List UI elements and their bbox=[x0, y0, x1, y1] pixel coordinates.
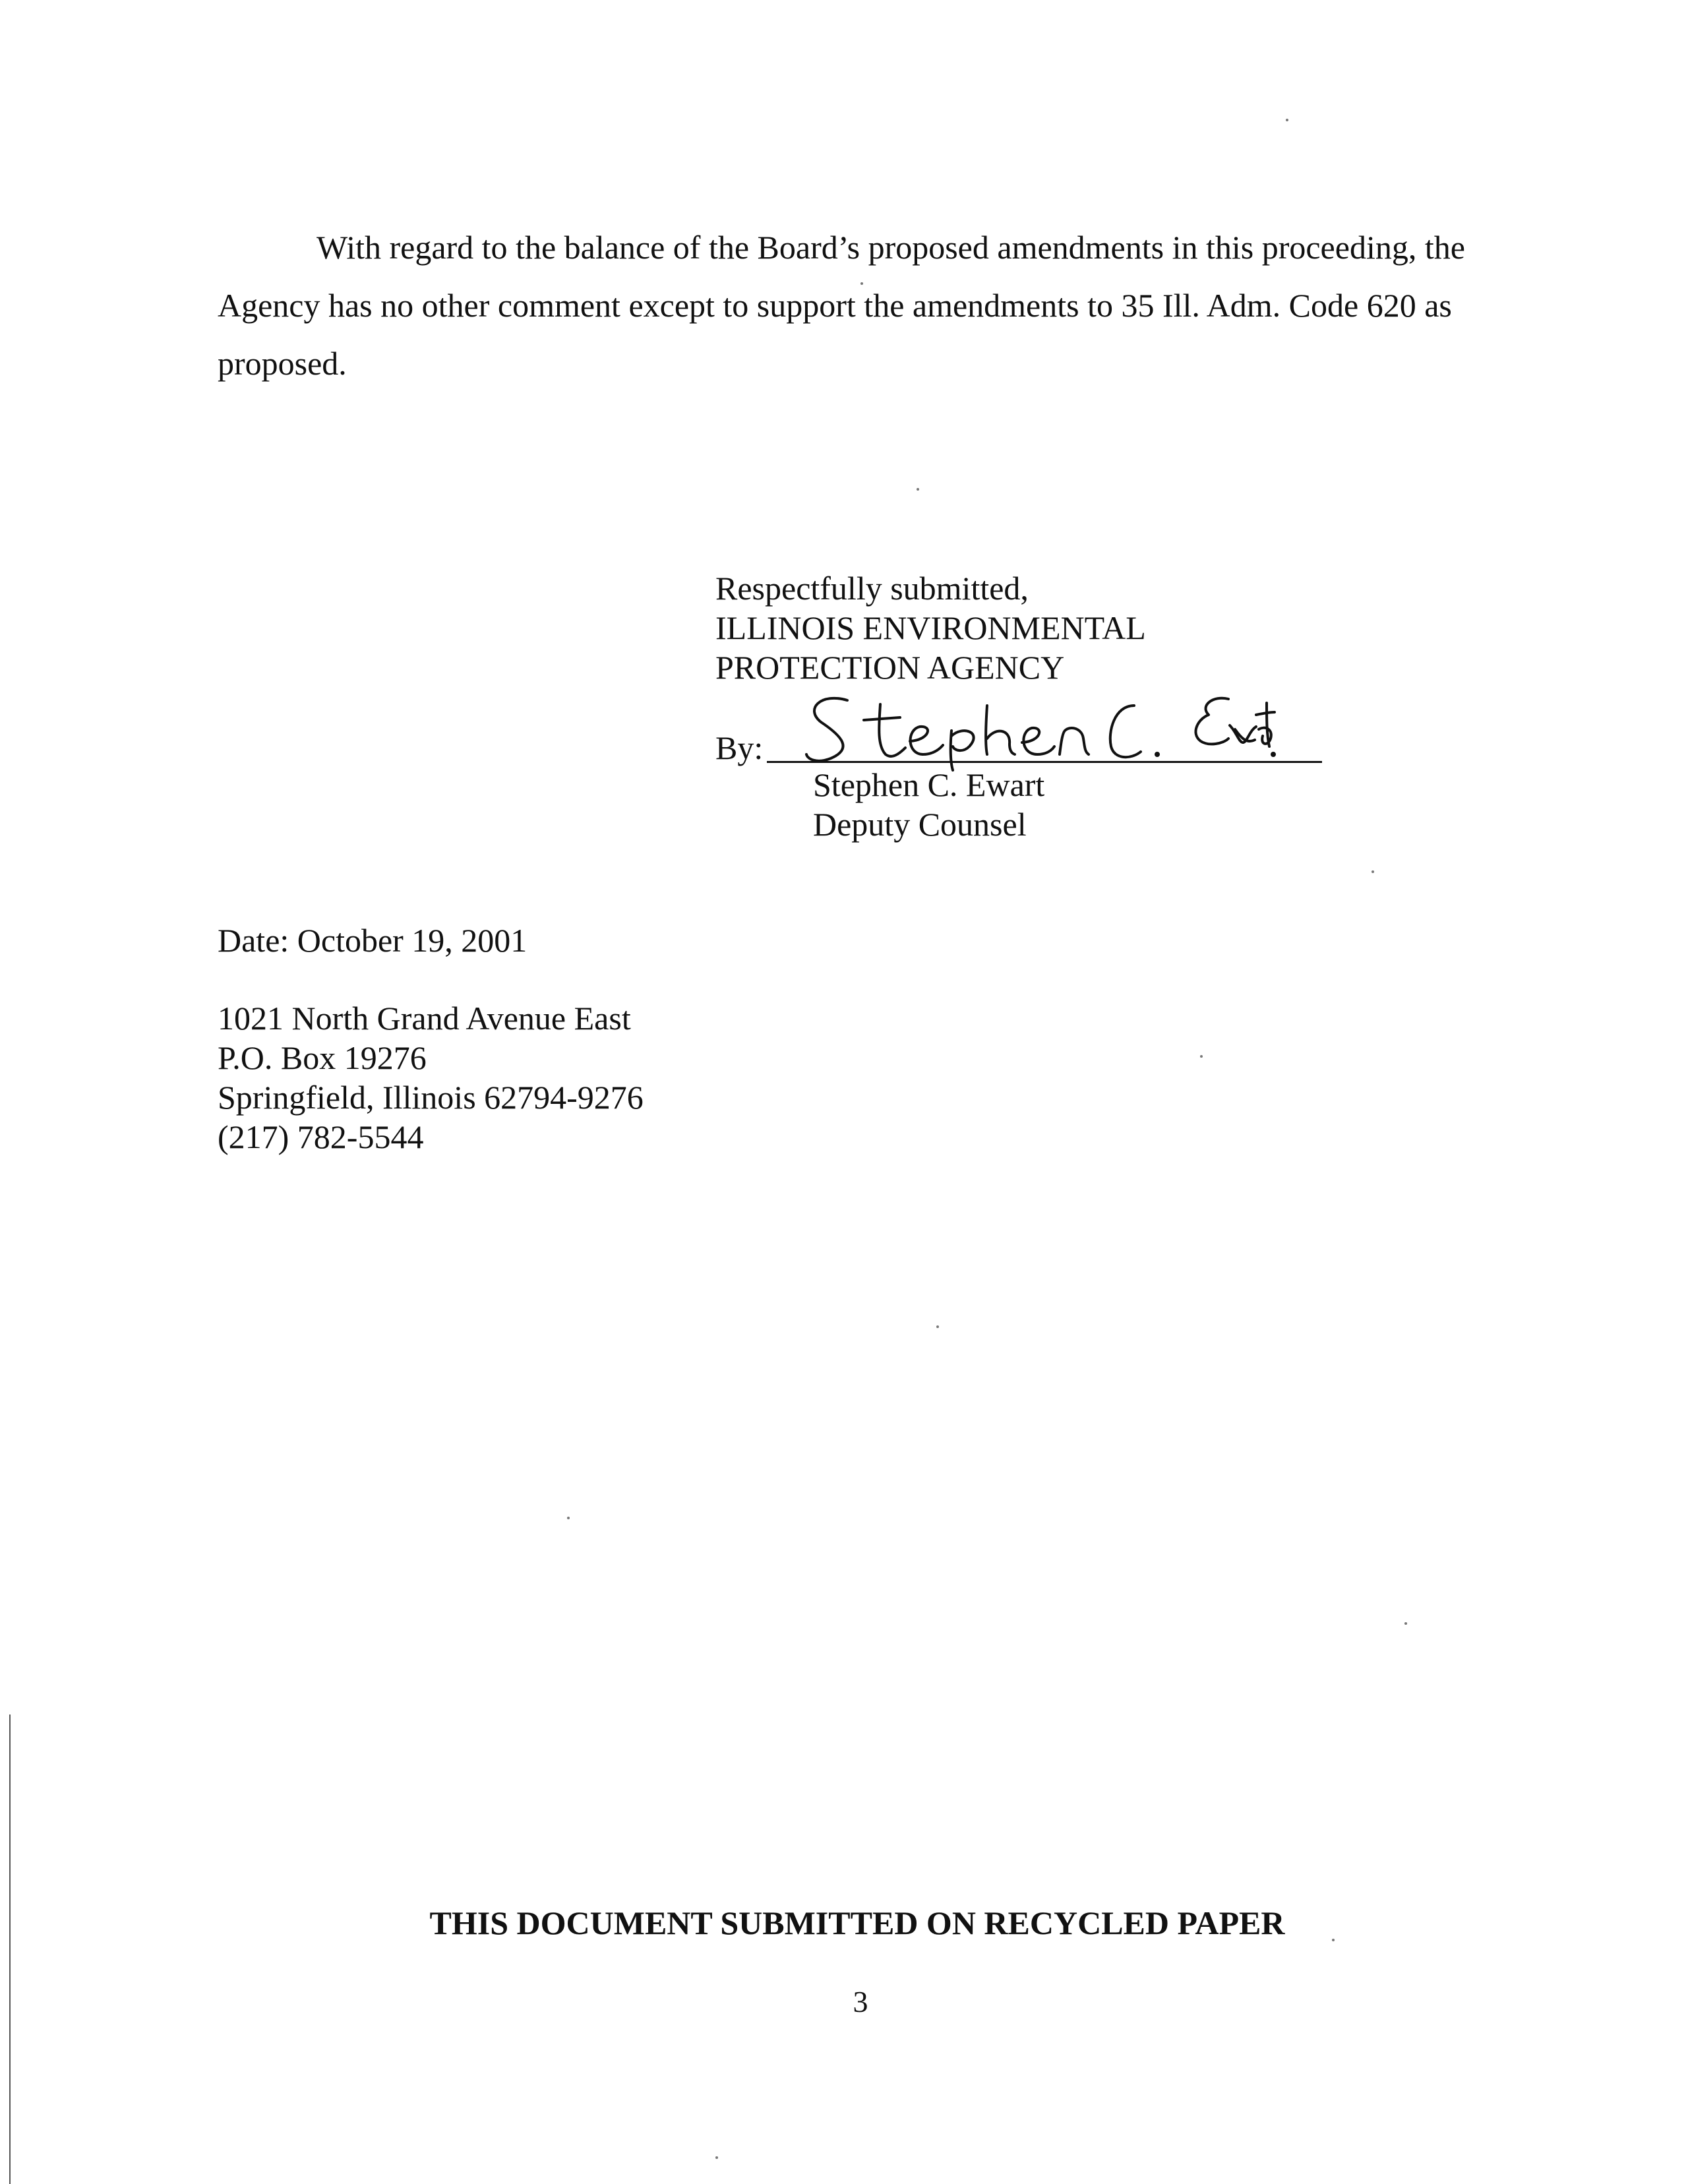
recycled-paper-notice: THIS DOCUMENT SUBMITTED ON RECYCLED PAPER bbox=[429, 1904, 1285, 1941]
address-street: 1021 North Grand Avenue East bbox=[218, 1000, 631, 1037]
scan-speck bbox=[715, 2156, 718, 2159]
scan-speck bbox=[936, 1325, 939, 1328]
scan-speck bbox=[1332, 1939, 1335, 1941]
scan-speck bbox=[1286, 119, 1288, 121]
by-label: By: bbox=[715, 729, 764, 766]
document-date: Date: October 19, 2001 bbox=[218, 922, 528, 959]
paragraph-line-1: With regard to the balance of the Board’s proposed amendments in this proceeding, the bbox=[316, 229, 1465, 266]
scan-speck bbox=[1200, 1055, 1203, 1058]
paragraph-line-3: proposed. bbox=[218, 345, 347, 382]
scan-edge-mark bbox=[9, 1714, 11, 2184]
signature-line bbox=[767, 761, 1322, 763]
handwritten-signature bbox=[801, 686, 1276, 772]
page-number: 3 bbox=[853, 1985, 868, 2018]
scan-speck bbox=[917, 488, 919, 491]
paragraph-line-2: Agency has no other comment except to support the amendments to 35 Ill. Adm. Code 620 as bbox=[218, 287, 1452, 324]
signer-name: Stephen C. Ewart bbox=[813, 766, 1045, 803]
scan-speck bbox=[1404, 1622, 1407, 1625]
scan-speck bbox=[1372, 870, 1374, 873]
address-po-box: P.O. Box 19276 bbox=[218, 1039, 427, 1076]
scan-speck bbox=[567, 1517, 570, 1519]
scan-speck bbox=[860, 282, 863, 285]
address-city-state-zip: Springfield, Illinois 62794-9276 bbox=[218, 1079, 644, 1116]
signer-title: Deputy Counsel bbox=[813, 806, 1027, 843]
closing-salutation: Respectfully submitted, bbox=[715, 570, 1029, 607]
address-phone: (217) 782-5544 bbox=[218, 1118, 424, 1155]
agency-name-line-2: PROTECTION AGENCY bbox=[715, 649, 1065, 686]
agency-name-line-1: ILLINOIS ENVIRONMENTAL bbox=[715, 609, 1146, 646]
